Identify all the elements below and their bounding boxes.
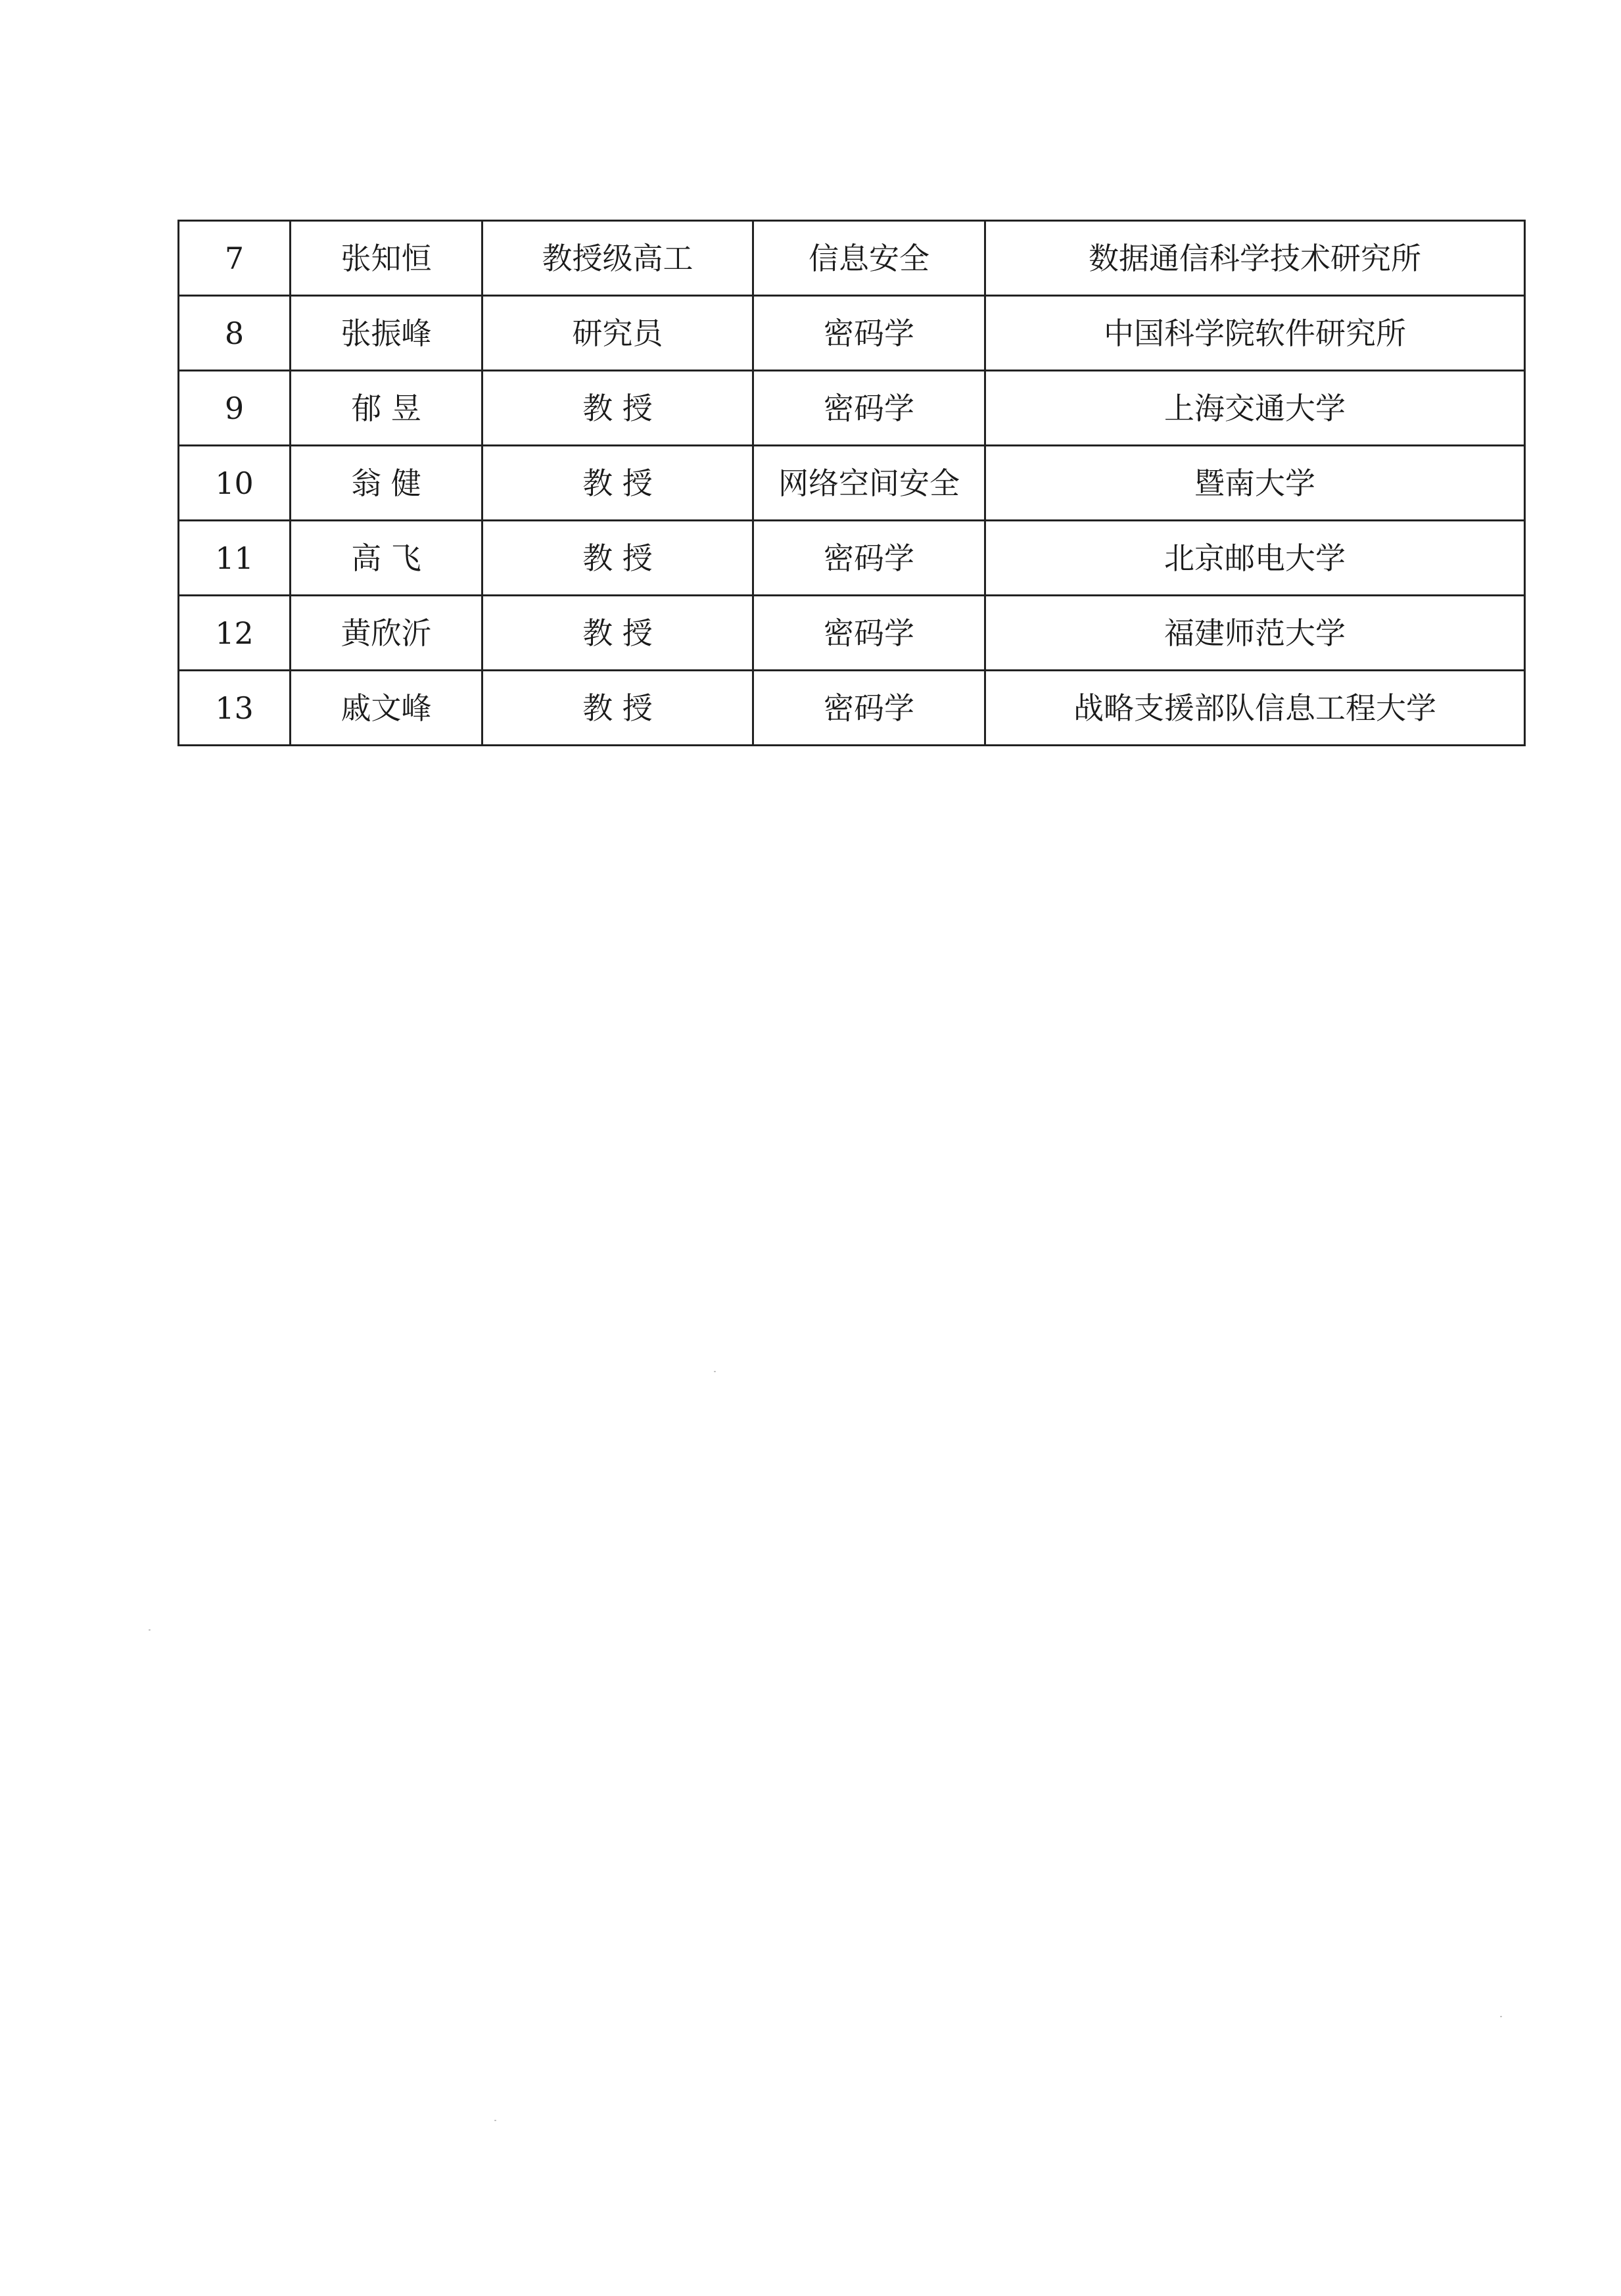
expert-field: 密码学 xyxy=(753,296,985,371)
scan-speck xyxy=(494,2120,496,2121)
row-number: 11 xyxy=(179,521,291,596)
expert-institution: 北京邮电大学 xyxy=(985,521,1525,596)
expert-field: 网络空间安全 xyxy=(753,446,985,521)
expert-name: 张振峰 xyxy=(291,296,482,371)
table-row xyxy=(179,521,1525,596)
expert-name: 戚文峰 xyxy=(291,671,482,746)
row-number: 9 xyxy=(179,371,291,446)
expert-title: 教 授 xyxy=(482,446,753,521)
expert-institution: 战略支援部队信息工程大学 xyxy=(985,671,1525,746)
table-row xyxy=(179,296,1525,371)
expert-field: 密码学 xyxy=(753,521,985,596)
expert-title: 教授级高工 xyxy=(482,221,753,296)
expert-field: 密码学 xyxy=(753,596,985,671)
expert-title: 教 授 xyxy=(482,521,753,596)
table-row xyxy=(179,371,1525,446)
expert-title: 教 授 xyxy=(482,671,753,746)
expert-field: 密码学 xyxy=(753,671,985,746)
scan-speck xyxy=(1500,2016,1502,2017)
expert-roster-table xyxy=(177,220,1526,746)
expert-name: 高 飞 xyxy=(291,521,482,596)
expert-field: 密码学 xyxy=(753,371,985,446)
expert-institution: 上海交通大学 xyxy=(985,371,1525,446)
expert-name: 张知恒 xyxy=(291,221,482,296)
table-row xyxy=(179,221,1525,296)
table-row xyxy=(179,446,1525,521)
expert-institution: 暨南大学 xyxy=(985,446,1525,521)
row-number: 13 xyxy=(179,671,291,746)
expert-title: 研究员 xyxy=(482,296,753,371)
scan-speck xyxy=(149,1629,151,1631)
expert-name: 郁 昱 xyxy=(291,371,482,446)
expert-title: 教 授 xyxy=(482,596,753,671)
row-number: 8 xyxy=(179,296,291,371)
expert-name: 黄欣沂 xyxy=(291,596,482,671)
row-number: 7 xyxy=(179,221,291,296)
row-number: 10 xyxy=(179,446,291,521)
expert-institution: 数据通信科学技术研究所 xyxy=(985,221,1525,296)
scan-speck xyxy=(714,1371,716,1372)
row-number: 12 xyxy=(179,596,291,671)
table-row xyxy=(179,596,1525,671)
expert-institution: 中国科学院软件研究所 xyxy=(985,296,1525,371)
expert-title: 教 授 xyxy=(482,371,753,446)
expert-institution: 福建师范大学 xyxy=(985,596,1525,671)
table-row xyxy=(179,671,1525,746)
expert-name: 翁 健 xyxy=(291,446,482,521)
expert-field: 信息安全 xyxy=(753,221,985,296)
